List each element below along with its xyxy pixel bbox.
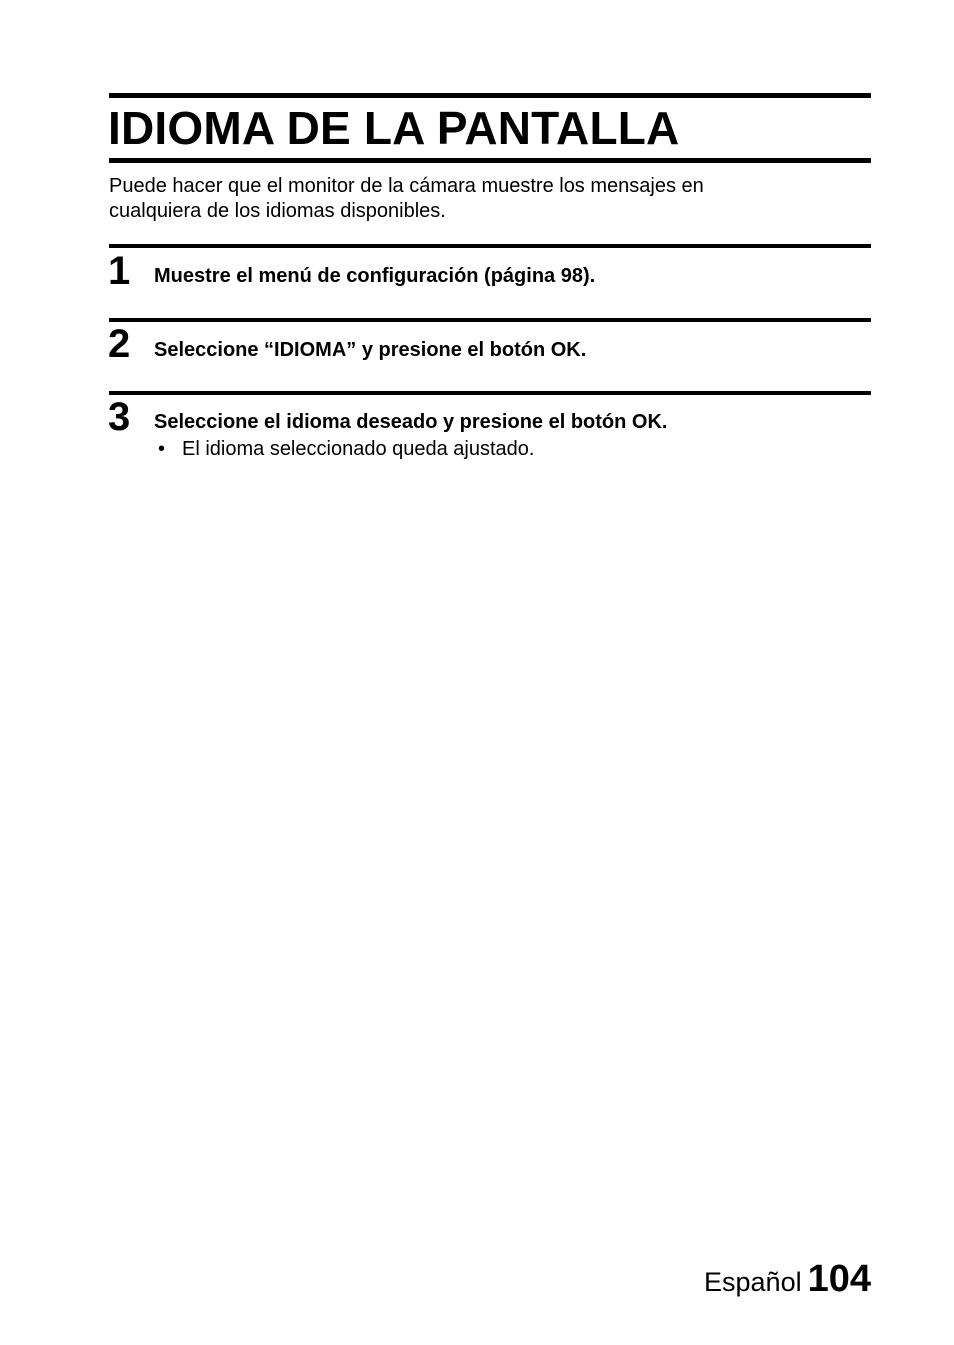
step-1-rule (109, 244, 871, 248)
intro-line-2: cualquiera de los idiomas disponibles. (109, 200, 446, 222)
step-2-text: Seleccione “IDIOMA” y presione el botón OK. (154, 339, 587, 361)
page-title: IDIOMA DE LA PANTALLA (108, 102, 680, 154)
step-3-rule (109, 391, 871, 395)
page-footer (704, 1258, 871, 1301)
step-3-note-text: El idioma seleccionado queda ajustado. (182, 438, 535, 460)
title-bottom-rule (109, 158, 871, 163)
step-3-text: Seleccione el idioma deseado y presione el botón OK. (154, 411, 668, 433)
intro-paragraph (109, 174, 869, 224)
step-2-rule (109, 318, 871, 322)
intro-line-1: Puede hacer que el monitor de la cámara muestre los mensajes en (109, 175, 704, 197)
step-3-note (158, 436, 534, 462)
step-1-text: Muestre el menú de configuración (página 98). (154, 265, 596, 287)
step-1-number: 1 (108, 249, 131, 293)
page-number: 104 (807, 1258, 871, 1300)
bullet-mark: • (158, 438, 166, 460)
title-top-rule (109, 93, 871, 98)
footer-language: Español (704, 1267, 802, 1297)
step-3-number: 3 (108, 395, 131, 439)
step-2-number: 2 (108, 322, 131, 366)
